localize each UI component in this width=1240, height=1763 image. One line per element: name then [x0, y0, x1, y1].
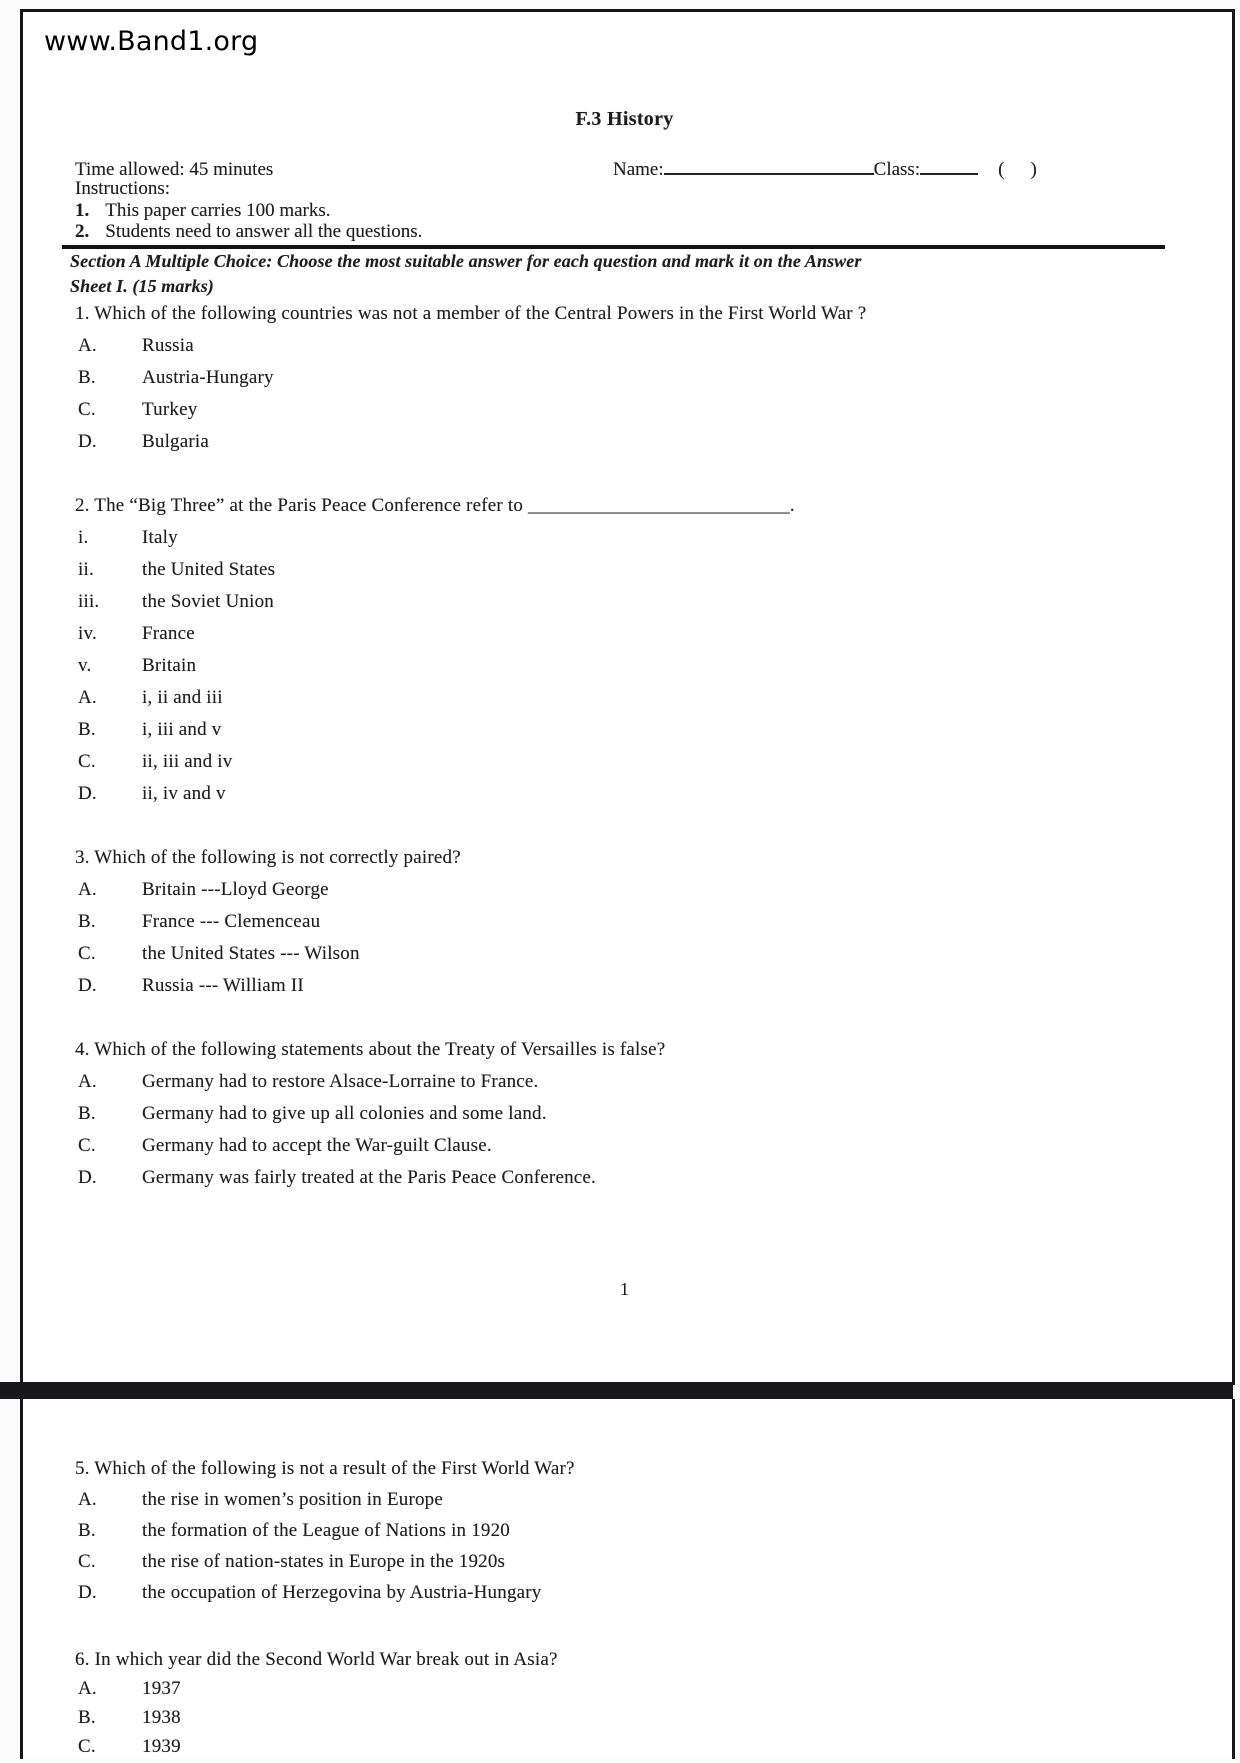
- option-label: A.: [78, 1489, 97, 1510]
- option-label: iii.: [78, 591, 100, 612]
- option-label: D.: [78, 783, 97, 804]
- class-blank: [920, 173, 978, 175]
- option-label: A.: [78, 335, 97, 356]
- question-text: 5. Which of the following is not a result of the First World War?: [75, 1458, 575, 1479]
- option-text: the United States: [142, 559, 276, 580]
- option-label: D.: [78, 431, 97, 452]
- option-label: C.: [78, 1135, 96, 1156]
- option-text: Austria-Hungary: [142, 367, 274, 388]
- question-text: 1. Which of the following countries was not a member of the Central Powers in the First World War ?: [75, 303, 867, 324]
- option-line: [0, 1066, 1240, 1098]
- option-line: [0, 1484, 1240, 1516]
- option-text: Germany had to accept the War-guilt Clause.: [142, 1135, 492, 1156]
- option-text: the occupation of Herzegovina by Austria-Hungary: [142, 1582, 542, 1603]
- option-line: [0, 906, 1240, 938]
- instruction-text: This paper carries 100 marks.: [105, 200, 331, 221]
- option-label: B.: [78, 911, 96, 932]
- instruction-number: 2.: [75, 221, 90, 242]
- option-label: C.: [78, 1551, 96, 1572]
- option-text: Russia --- William II: [142, 975, 304, 996]
- option-label: B.: [78, 1707, 96, 1728]
- option-label: A.: [78, 1071, 97, 1092]
- instruction-number: 1.: [75, 200, 90, 221]
- option-label: v.: [78, 655, 92, 676]
- question-line: [0, 842, 1240, 874]
- option-label: C.: [78, 399, 96, 420]
- option-label: i.: [78, 527, 89, 548]
- option-text: 1937: [142, 1678, 181, 1699]
- option-label: D.: [78, 975, 97, 996]
- instruction-text: Students need to answer all the questions.: [105, 221, 423, 242]
- option-label: A.: [78, 1678, 97, 1699]
- section-heading-line2: Sheet I. (15 marks): [70, 276, 214, 296]
- option-label: D.: [78, 1582, 97, 1603]
- option-text: 1938: [142, 1707, 181, 1728]
- option-text: Germany had to restore Alsace-Lorraine to France.: [142, 1071, 539, 1092]
- question-line: [0, 490, 1240, 522]
- option-line: [0, 1162, 1240, 1194]
- exam-title: F.3 History: [575, 108, 674, 130]
- option-line: [0, 330, 1240, 362]
- option-line: [0, 650, 1240, 682]
- option-text: Britain: [142, 655, 197, 676]
- option-line: [0, 394, 1240, 426]
- option-text: Germany was fairly treated at the Paris Peace Conference.: [142, 1167, 597, 1188]
- option-text: Turkey: [142, 399, 198, 420]
- option-line: [0, 714, 1240, 746]
- option-line: [0, 522, 1240, 554]
- option-label: B.: [78, 367, 96, 388]
- option-line: [0, 362, 1240, 394]
- option-text: ii, iii and iv: [142, 751, 233, 772]
- paren-close: ): [1030, 159, 1037, 180]
- instruction-item-2: [75, 220, 422, 244]
- question-text: 3. Which of the following is not correctly paired?: [75, 847, 461, 868]
- option-text: i, ii and iii: [142, 687, 223, 708]
- option-label: C.: [78, 751, 96, 772]
- name-class-row: [613, 154, 1037, 186]
- option-text: Italy: [142, 527, 178, 548]
- option-text: Britain ---Lloyd George: [142, 879, 329, 900]
- question-text: 6. In which year did the Second World War break out in Asia?: [75, 1649, 558, 1670]
- option-text: i, iii and v: [142, 719, 222, 740]
- question-line: [0, 1644, 1240, 1676]
- option-text: the Soviet Union: [142, 591, 274, 612]
- option-line: [0, 874, 1240, 906]
- option-line: [0, 1546, 1240, 1578]
- option-text: the rise of nation-states in Europe in the 1920s: [142, 1551, 506, 1572]
- question-line: [0, 1034, 1240, 1066]
- option-text: the rise in women’s position in Europe: [142, 1489, 444, 1510]
- time-allowed-text: Time allowed: 45 minutes: [75, 159, 274, 180]
- option-line: [0, 1098, 1240, 1130]
- option-label: B.: [78, 1103, 96, 1124]
- option-text: Germany had to give up all colonies and some land.: [142, 1103, 547, 1124]
- option-label: ii.: [78, 559, 94, 580]
- question-text: 4. Which of the following statements about the Treaty of Versailles is false?: [75, 1039, 666, 1060]
- option-text: the United States --- Wilson: [142, 943, 360, 964]
- option-line: [0, 938, 1240, 970]
- option-text: Russia: [142, 335, 194, 356]
- option-label: B.: [78, 719, 96, 740]
- option-text: the formation of the League of Nations in 1920: [142, 1520, 510, 1541]
- option-label: B.: [78, 1520, 96, 1541]
- option-line: [0, 426, 1240, 458]
- option-line: [0, 1702, 1240, 1734]
- option-line: [0, 682, 1240, 714]
- option-text: ii, iv and v: [142, 783, 226, 804]
- option-text: 1939: [142, 1736, 181, 1757]
- class-label: Class:: [873, 159, 921, 180]
- option-line: [0, 778, 1240, 810]
- option-text: Bulgaria: [142, 431, 210, 452]
- option-label: A.: [78, 879, 97, 900]
- option-line: [0, 746, 1240, 778]
- option-text: France --- Clemenceau: [142, 911, 321, 932]
- option-label: iv.: [78, 623, 97, 644]
- option-label: C.: [78, 943, 96, 964]
- option-line: [0, 1577, 1240, 1609]
- option-line: [0, 970, 1240, 1002]
- question-line: [0, 1453, 1240, 1485]
- option-line: [0, 1130, 1240, 1162]
- option-label: D.: [78, 1167, 97, 1188]
- option-line: [0, 586, 1240, 618]
- paren-open: (: [998, 159, 1005, 180]
- instructions-label: Instructions:: [75, 178, 170, 199]
- name-label: Name:: [613, 159, 664, 180]
- option-line: [0, 1515, 1240, 1547]
- option-line: [0, 1731, 1240, 1763]
- question-text: 2. The “Big Three” at the Paris Peace Conference refer to ___________________________.: [75, 495, 795, 516]
- section-heading-line1: Section A Multiple Choice: Choose the most suitable answer for each question and mark it on the Answer: [70, 251, 862, 271]
- option-line: [0, 1673, 1240, 1705]
- option-line: [0, 618, 1240, 650]
- option-text: France: [142, 623, 195, 644]
- option-label: A.: [78, 687, 97, 708]
- question-line: [0, 298, 1240, 330]
- name-blank: [664, 173, 874, 175]
- option-line: [0, 554, 1240, 586]
- class-number-parens: [998, 154, 1037, 186]
- page-number: 1: [620, 1279, 629, 1299]
- option-label: C.: [78, 1736, 96, 1757]
- watermark-text: www.Band1.org: [44, 26, 259, 57]
